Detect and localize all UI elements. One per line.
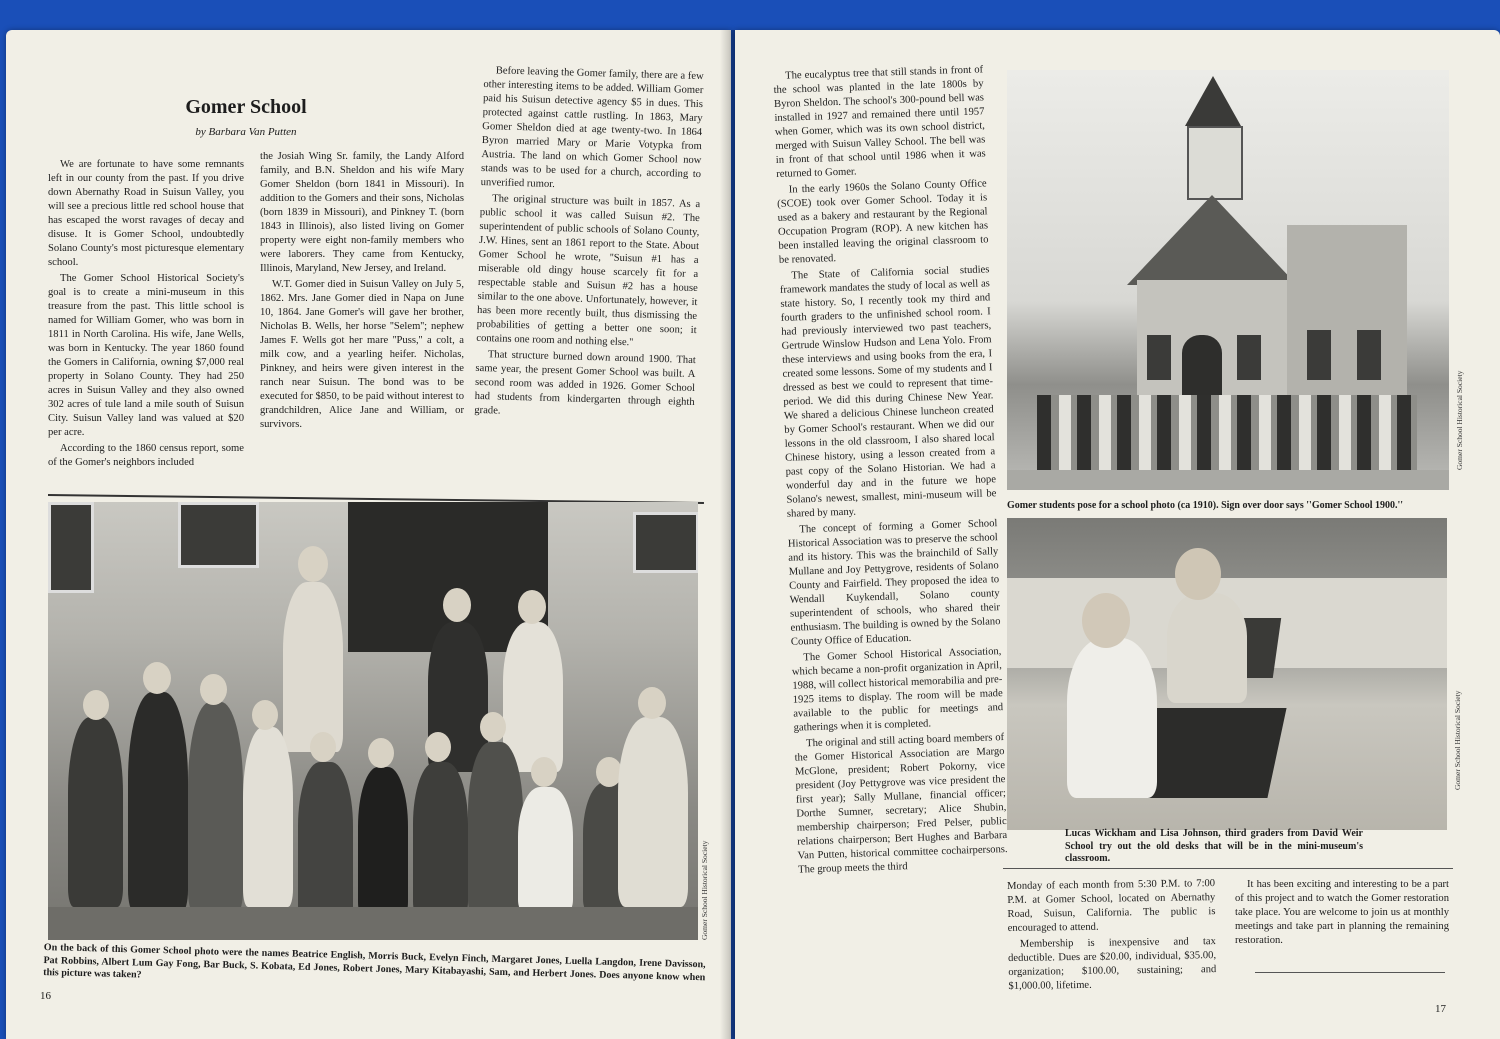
photo-ground: [1007, 470, 1449, 490]
left-column-3: [474, 64, 704, 426]
photo-figure: [618, 717, 688, 907]
photo-figure: [503, 622, 563, 772]
right-column-1: [773, 63, 1008, 879]
photo-figure: [1067, 638, 1157, 798]
right-column-2: [1007, 877, 1217, 996]
photo-figure: [283, 582, 343, 752]
photo-figure: [1175, 548, 1221, 600]
left-column-2: [260, 150, 464, 434]
photo-students-row: [1037, 395, 1417, 475]
photo-figure: [252, 700, 278, 730]
paragraph: Monday of each month from 5:30 P.M. to 7:00 P.M. at Gomer School, located on Abernathy Road, Suisun, California. The public is encouraged to attend.: [1007, 878, 1216, 934]
photo-figure: [128, 692, 188, 912]
paragraph: the Josiah Wing Sr. family, the Landy Alford family, and B.N. Sheldon and his wife Mary Gomer Sheldon (born 1841 in Missouri). In addition to the Gomers and their sons, Nicholas (born 1839 in Missouri), and Pinkney T. (born 1843 in Illinois), also listed living on Gomer property were eight non-family members who were laborers. They came from Kentucky, Illinois, Maryland, New Jersey, and Ireland.: [260, 151, 464, 274]
paragraph: According to the 1860 census report, some of the Gomer's neighbors included: [48, 443, 244, 468]
article-byline: by Barbara Van Putten: [195, 126, 297, 138]
photo-figure: [298, 762, 353, 922]
photo-figure: [143, 662, 171, 694]
students-desk-photo: [1007, 518, 1447, 830]
page-number: 16: [40, 990, 51, 1002]
right-page: [735, 30, 1500, 1039]
paragraph: The eucalyptus tree that still stands in front of the school was planted in the late 1800s by Byron Sheldon. The school's 300-pound bell was installed in 1927 and remained there until 1957 when Gomer, which was its own school district, merged with Suisun Valley School. The bell was in front of that school until 1986 when it was returned to Gomer.: [773, 64, 986, 180]
paragraph: The State of California social studies framework mandates the study of local as well as state history. So, I recently took my third and fourth graders to the unfinished school room. I had previously interviewed two past teachers, Gertrude Winslow Hudson and Lena Yolo. From these interviews and using books from the era, I created some lessons. Some of my students and I dressed as best we could to represent that time-period. We did this during Chinese New Year. We shared a delicious Chinese luncheon created by Gomer School's restaurant. When we did our lessons in the old classroom, I also shared local Chinese history, using a lesson created from a past copy of the Solano Historian. We had a wonderful day and in the future we hope Solano's newest, smallest, mini-museum will be shared by many.: [779, 264, 997, 520]
photo-figure: [243, 727, 293, 907]
photo-figure: [310, 732, 336, 762]
photo-window: [1147, 335, 1171, 380]
photo-figure: [518, 787, 573, 912]
paragraph: Before leaving the Gomer family, there are a few other interesting items to be added. William Gomer paid his Suisun detective agency $5 in dues. This protected against cattle rustling. In 1863, Mary Gomer Sheldon died at age twenty-two. In 1864 Byron married Mary or Marie Votypka from Austria. The land on which Gomer School now stands was to be used for a church, according to unverified rumor.: [480, 65, 704, 191]
class-photo: [48, 502, 698, 940]
photo-credit: Gomer School Historical Society: [1453, 690, 1462, 790]
photo-figure: [468, 742, 523, 917]
photo-figure: [531, 757, 557, 787]
photo-figure: [200, 674, 227, 705]
paragraph: It has been exciting and interesting to be a part of this project and to watch the Gomer restoration take place. You are welcome to join us at monthly meetings and take part in planning the remaining restoration.: [1235, 879, 1449, 946]
photo-figure: [413, 762, 468, 917]
photo-caption: Gomer students pose for a school photo (ca 1910). Sign over door says ''Gomer School 1900.'': [1007, 500, 1404, 511]
photo-window: [1307, 330, 1331, 380]
photo-caption: Lucas Wickham and Lisa Johnson, third graders from David Weir School try out the old desks that will be in the mini-museum's classroom.: [1065, 828, 1363, 864]
page-number: 17: [1435, 1003, 1446, 1015]
paragraph: The Gomer School Historical Association, which became a non-profit organization in April, 1988, will collect historical memorabilia and pre-1925 items to display. The room will be made available to the public for meetings and gatherings when it is completed.: [791, 646, 1004, 734]
photo-figure: [1167, 593, 1247, 703]
photo-figure: [518, 590, 546, 624]
photo-figure: [188, 702, 243, 912]
photo-credit: Gomer School Historical Society: [700, 840, 709, 940]
paragraph: That structure burned down around 1900. That same year, the present Gomer School was built. A second room was added in 1926. Gomer School had students from kindergarten through eighth grade.: [474, 349, 696, 417]
photo-figure: [1082, 593, 1130, 648]
schoolhouse-photo: [1007, 70, 1449, 490]
photo-window: [633, 512, 698, 573]
paragraph: The original structure was built in 1857. As a public school it was called Suisun #2. The superintendent of public schools of Solano County, J.W. Hines, sent an 1861 report to the State. About Gomer School he wrote, ''Suisun #1 has a miserable old dingy house scarcely fit for a respectable stable and Suisun #2 has a house similar to the one above. Unfortunately, however, it has been more recently built, thus dismissing the probabilities of getting a better one soon; it contains one room and nothing else.'': [476, 193, 701, 349]
photo-window: [1237, 335, 1261, 380]
divider-rule: [1255, 972, 1445, 973]
photo-window: [178, 502, 259, 568]
paragraph: The original and still acting board members of the Gomer Historical Association are Margo McGlone, president; Robert Pokorny, vice president (Joy Pettygrove was vice president the first year); Sally Mullane, financial officer; Dorthe Sumner, secretary; Alice Shubin, membership chairperson; Fred Pelser, public relations chairperson; Bert Hughes and Barbara Van Putten, historical committee cochairpersons. The group meets the third: [794, 732, 1008, 876]
photo-figure: [480, 712, 506, 742]
paragraph: In the early 1960s the Solano County Office (SCOE) took over Gomer School. Today it is used as a bakery and restaurant by the Regional Occupation Program (ROP). A new kitchen has been installed leaving the original classroom to be renovated.: [777, 178, 989, 266]
photo-spire: [1185, 76, 1241, 126]
photo-figure: [638, 687, 666, 719]
paragraph: The Gomer School Historical Society's goal is to create a mini-museum in this treasure from the past. This little school is named for William Gomer, who was born in 1811 in North Carolina. His wife, Jane Wells, was born in Kentucky. The year 1860 found the Gomers in California, owning $7,000 real property in Solano County. They had 250 acres in Suisun Valley and they also owned 302 acres of tule land a mile south of Suisun City. Suisun Valley land was valued at $20 per acre.: [48, 273, 244, 438]
paragraph: The concept of forming a Gomer School Historical Association was to preserve the school and its history. This was the brainchild of Sally Mullane and Joy Pettygrove, residents of Solano County and Fairfield. They proposed the idea to Wendall Kuykendall, Solano county superintendent of schools, who shared their enthusiasm. The building is owned by the Solano County Office of Education.: [787, 518, 1001, 648]
paragraph: We are fortunate to have some remnants left in our county from the past. If you drive down Abernathy Road in Suisun Valley, you will see a precious little red school house that has escaped the worst ravages of decay and disuse. It is Gomer School, undoubtedly Solano County's most picturesque elementary school.: [48, 159, 244, 268]
photo-window: [1357, 330, 1381, 380]
photo-figure: [443, 588, 471, 622]
right-column-3: [1235, 878, 1449, 950]
photo-figure: [83, 690, 109, 720]
paragraph: Membership is inexpensive and tax deductible. Dues are $20.00, individual, $35.00, organization; $100.00, sustaining; and $1,000.00, lifetime.: [1008, 936, 1217, 992]
photo-figure: [425, 732, 451, 762]
photo-ground: [48, 907, 698, 940]
photo-window: [48, 502, 94, 593]
photo-caption: On the back of this Gomer School photo were the names Beatrice English, Morris Buck, Evelyn Finch, Margaret Jones, Luella Langdon, Irene Davisson, Pat Robbins, Albert Lum Gay Fong, Bar Buck, S. Kobata, Ed Jones, Robert Jones, Mary Kitabayashi, Sam, and Herbert Jones. Does anyone know when this picture was taken?: [43, 942, 706, 983]
divider-rule: [1003, 868, 1453, 869]
left-column-1: [48, 158, 244, 472]
photo-belfry: [1187, 126, 1243, 200]
article-title: Gomer School: [185, 96, 307, 118]
photo-credit: Gomer School Historical Society: [1455, 370, 1464, 470]
photo-figure: [68, 717, 123, 907]
left-page: [6, 30, 731, 1039]
photo-figure: [358, 767, 408, 917]
photo-figure: [298, 546, 328, 582]
paragraph: W.T. Gomer died in Suisun Valley on July 5, 1862. Mrs. Jane Gomer died in Napa on June 10, 1864. Jane Gomer's will gave her brother, Nicholas B. Wells, her horse ''Selem''; nephew James F. Wells got her mare ''Puss,'' a colt, a milk cow, and a yearling heifer. Nicholas, Pinkney, and heirs were given interest in the ranch near Suisun. The bond was to be executed for $850, to be paid without interest to grandchildren, Alice Jane and William, or survivors.: [260, 279, 464, 430]
photo-figure: [368, 738, 394, 768]
photo-roof: [1127, 195, 1297, 285]
